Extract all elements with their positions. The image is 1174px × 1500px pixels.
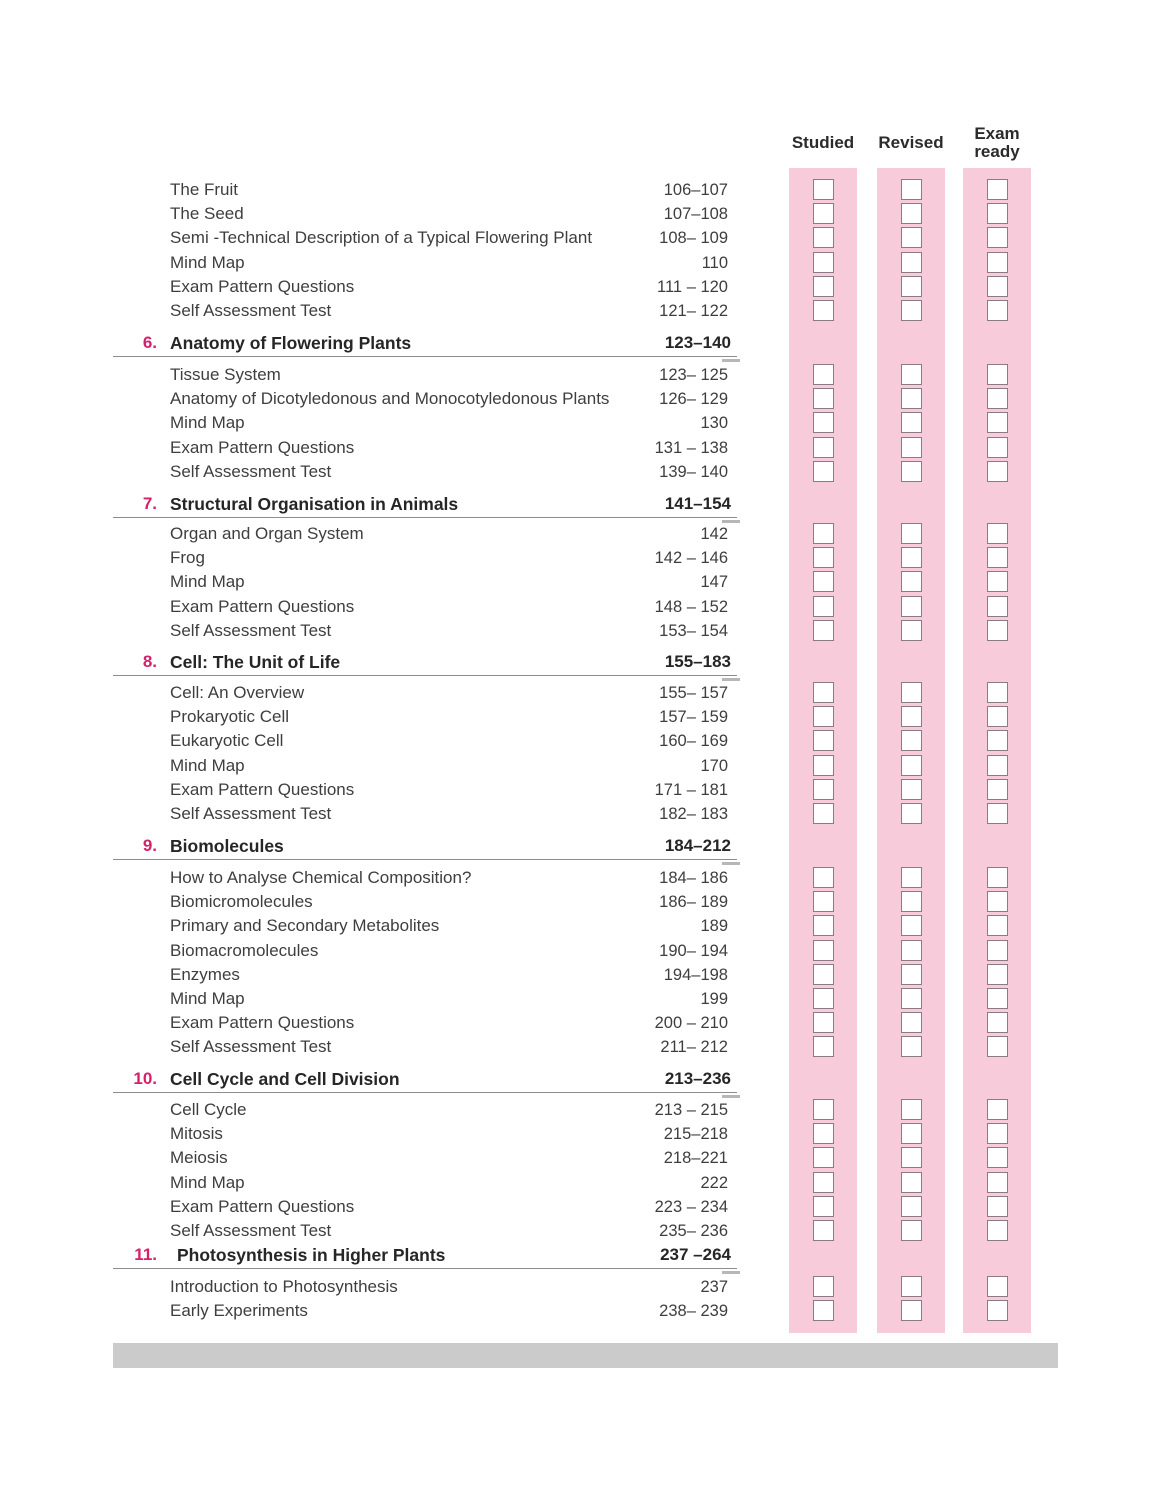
toc-item-pages: 142 [700,525,728,543]
exam-ready-checkbox[interactable] [987,1196,1008,1217]
studied-checkbox[interactable] [813,964,834,985]
revised-checkbox[interactable] [901,620,922,641]
chapter-pages: 213–236 [664,1069,731,1088]
chapter-number: 9. [142,836,157,855]
chapter-number: 10. [133,1069,157,1088]
toc-item-label: Mind Map [170,252,245,272]
studied-checkbox[interactable] [813,1196,834,1217]
exam-ready-checkbox[interactable] [987,1099,1008,1120]
toc-item-label: Biomacromolecules [170,940,319,960]
toc-item-label: Self Assessment Test [170,301,332,320]
toc-item-pages: 142 – 146 [654,549,728,568]
exam-ready-checkbox[interactable] [987,620,1008,641]
toc-item-label: Introduction to Photosynthesis [170,1277,398,1296]
revised-checkbox[interactable] [901,300,922,321]
studied-checkbox[interactable] [813,779,834,800]
revised-checkbox[interactable] [901,252,922,273]
chapter-title: Cell Cycle and Cell Division [170,1069,400,1089]
toc-item-pages: 170 [700,756,728,775]
exam-ready-checkbox[interactable] [987,523,1008,544]
chapter-rule [113,675,737,676]
chapter-pages: 184–212 [664,836,731,855]
studied-checkbox[interactable] [813,547,834,568]
exam-ready-checkbox[interactable] [987,596,1008,617]
revised-checkbox[interactable] [901,867,922,888]
exam-ready-checkbox[interactable] [987,364,1008,385]
toc-item-label: Exam Pattern Questions [170,437,355,457]
toc-item-label: Self Assessment Test [170,1037,332,1057]
exam-ready-checkbox[interactable] [987,227,1008,248]
exam-ready-checkbox[interactable] [987,547,1008,568]
revised-checkbox[interactable] [901,1147,922,1168]
revised-checkbox[interactable] [901,779,922,800]
revised-checkbox[interactable] [901,227,922,248]
studied-checkbox[interactable] [813,1012,834,1033]
revised-checkbox[interactable] [901,276,922,297]
toc-item-pages: 131 – 138 [654,438,728,457]
toc-item-pages: 157– 159 [659,708,728,727]
studied-checkbox[interactable] [813,1276,834,1297]
revised-checkbox[interactable] [901,203,922,224]
revised-checkbox[interactable] [901,437,922,458]
toc-item-label: Frog [170,548,205,568]
toc-item-pages: 200 – 210 [654,1014,728,1033]
revised-checkbox[interactable] [901,596,922,617]
studied-checkbox[interactable] [813,523,834,544]
chapter-rule-tick [722,1271,740,1274]
studied-checkbox[interactable] [813,755,834,776]
toc-item-pages: 111 – 120 [657,277,728,296]
toc-item-label: The Fruit [170,180,239,199]
chapter-rule [113,1268,737,1269]
toc-item-pages: 153– 154 [659,621,728,640]
chapter-pages: 237 –264 [660,1245,731,1264]
revised-checkbox[interactable] [901,523,922,544]
toc-item-label: Mind Map [170,989,245,1008]
studied-checkbox[interactable] [813,915,834,936]
toc-item-pages: 238– 239 [659,1302,728,1321]
toc-item-label: Mind Map [170,755,245,775]
revised-checkbox[interactable] [901,682,922,703]
toc-item-label: The Seed [170,204,244,224]
toc-item-pages: 222 [700,1173,728,1192]
chapter-pages: 141–154 [664,494,731,513]
exam-ready-checkbox[interactable] [987,891,1008,912]
revised-checkbox[interactable] [901,915,922,936]
exam-ready-checkbox[interactable] [987,1172,1008,1193]
studied-checkbox[interactable] [813,1300,834,1321]
revised-checkbox[interactable] [901,547,922,568]
toc-item-pages: 189 [700,917,728,936]
revised-checkbox[interactable] [901,179,922,200]
chapter-rule [113,517,737,518]
studied-checkbox[interactable] [813,571,834,592]
studied-checkbox[interactable] [813,461,834,482]
column-header-studied: Studied [791,133,855,152]
toc-item-label: Early Experiments [170,1301,308,1321]
revised-checkbox[interactable] [901,1012,922,1033]
toc-item-pages: 160– 169 [659,732,728,751]
toc-item-label: Self Assessment Test [170,620,332,640]
chapter-number: 8. [142,652,157,671]
toc-item-label: Exam Pattern Questions [170,1196,355,1216]
toc-item-pages: 148 – 152 [654,597,728,616]
exam-ready-checkbox[interactable] [987,300,1008,321]
chapter-title: Photosynthesis in Higher Plants [177,1245,446,1265]
exam-ready-checkbox[interactable] [987,1147,1008,1168]
toc-item-pages: 190– 194 [659,941,728,960]
revised-checkbox[interactable] [901,1220,922,1241]
exam-ready-checkbox[interactable] [987,1123,1008,1144]
studied-checkbox[interactable] [813,1220,834,1241]
studied-checkbox[interactable] [813,596,834,617]
exam-ready-checkbox[interactable] [987,388,1008,409]
revised-checkbox[interactable] [901,1300,922,1321]
exam-ready-checkbox[interactable] [987,940,1008,961]
toc-item-label: Mitosis [170,1124,223,1144]
studied-checkbox[interactable] [813,803,834,824]
chapter-rule [113,1092,737,1093]
exam-ready-checkbox[interactable] [987,1300,1008,1321]
toc-item-label: Exam Pattern Questions [170,779,355,799]
toc-item-pages: 218–221 [663,1149,728,1168]
toc-item-label: Exam Pattern Questions [170,276,355,296]
revised-checkbox[interactable] [901,706,922,727]
toc-item-pages: 139– 140 [659,462,728,481]
toc-item-label: Prokaryotic Cell [170,707,290,727]
studied-checkbox[interactable] [813,252,834,273]
revised-checkbox[interactable] [901,461,922,482]
toc-item-pages: 147 [700,573,728,592]
toc-item-pages: 108– 109 [659,229,728,248]
exam-ready-checkbox[interactable] [987,252,1008,273]
chapter-title: Anatomy of Flowering Plants [170,333,412,353]
toc-item-label: Semi -Technical Description of a Typical Flowering Plant [170,228,593,248]
exam-ready-checkbox[interactable] [987,1276,1008,1297]
toc-item-label: Meiosis [170,1148,228,1168]
studied-checkbox[interactable] [813,1172,834,1193]
studied-checkbox[interactable] [813,437,834,458]
studied-checkbox[interactable] [813,203,834,224]
revised-checkbox[interactable] [901,964,922,985]
revised-checkbox[interactable] [901,730,922,751]
toc-item-pages: 130 [700,414,728,433]
studied-checkbox[interactable] [813,867,834,888]
studied-checkbox[interactable] [813,1147,834,1168]
revised-checkbox[interactable] [901,988,922,1009]
revised-checkbox[interactable] [901,364,922,385]
toc-item-label: Cell: An Overview [170,683,305,702]
exam-ready-checkbox[interactable] [987,203,1008,224]
chapter-title: Structural Organisation in Animals [170,494,459,514]
toc-item-label: Anatomy of Dicotyledonous and Monocotyledonous Plants [170,389,610,409]
revised-checkbox[interactable] [901,412,922,433]
toc-item-pages: 194–198 [663,965,728,984]
toc-item-pages: 126– 129 [659,390,728,409]
chapter-pages: 123–140 [664,333,731,352]
studied-checkbox[interactable] [813,1123,834,1144]
toc-item-pages: 106–107 [663,181,728,199]
studied-checkbox[interactable] [813,276,834,297]
footer-bar [113,1343,1058,1368]
toc-item-pages: 186– 189 [659,893,728,912]
exam-ready-checkbox[interactable] [987,179,1008,200]
toc-item-pages: 110 [701,253,728,272]
exam-ready-checkbox[interactable] [987,730,1008,751]
toc-item-pages: 215–218 [663,1125,728,1144]
studied-checkbox[interactable] [813,988,834,1009]
chapter-pages: 155–183 [664,652,731,671]
revised-checkbox[interactable] [901,1196,922,1217]
toc-item-pages: 121– 122 [659,302,728,320]
exam-ready-checkbox[interactable] [987,803,1008,824]
exam-ready-checkbox[interactable] [987,779,1008,800]
chapter-number: 6. [142,333,157,352]
toc-item-label: Self Assessment Test [170,461,332,481]
column-header-revised: Revised [878,133,944,152]
exam-ready-checkbox[interactable] [987,755,1008,776]
studied-checkbox[interactable] [813,940,834,961]
exam-ready-checkbox[interactable] [987,988,1008,1009]
toc-item-pages: 171 – 181 [654,780,728,799]
studied-checkbox[interactable] [813,364,834,385]
toc-item-label: Self Assessment Test [170,1221,332,1240]
toc-item-label: Mind Map [170,1172,245,1192]
studied-checkbox[interactable] [813,620,834,641]
toc-item-pages: 199 [700,990,728,1008]
exam-ready-checkbox[interactable] [987,682,1008,703]
studied-checkbox[interactable] [813,227,834,248]
studied-checkbox[interactable] [813,730,834,751]
toc-item-label: Self Assessment Test [170,804,332,823]
exam-ready-checkbox[interactable] [987,461,1008,482]
toc-item-label: Primary and Secondary Metabolites [170,916,440,936]
toc-item-label: Enzymes [170,964,240,984]
chapter-title: Cell: The Unit of Life [170,652,341,672]
revised-checkbox[interactable] [901,388,922,409]
toc-item-pages: 155– 157 [659,684,728,702]
chapter-rule-tick [722,862,740,865]
toc-item-pages: 223 – 234 [654,1197,728,1216]
studied-checkbox[interactable] [813,412,834,433]
revised-checkbox[interactable] [901,1276,922,1297]
studied-checkbox[interactable] [813,706,834,727]
column-header-exam-ready: Exam ready [974,124,1020,161]
chapter-title: Biomolecules [170,836,284,856]
studied-checkbox[interactable] [813,388,834,409]
exam-ready-checkbox[interactable] [987,1036,1008,1057]
revised-checkbox[interactable] [901,1172,922,1193]
toc-item-label: How to Analyse Chemical Composition? [170,868,472,887]
studied-checkbox[interactable] [813,179,834,200]
revised-checkbox[interactable] [901,1036,922,1057]
toc-item-pages: 123– 125 [659,366,728,384]
exam-ready-checkbox[interactable] [987,1220,1008,1241]
studied-checkbox[interactable] [813,1099,834,1120]
revised-checkbox[interactable] [901,755,922,776]
toc-item-pages: 211– 212 [660,1038,728,1057]
chapter-rule [113,859,737,860]
toc-item-pages: 107–108 [663,205,728,224]
revised-checkbox[interactable] [901,1099,922,1120]
exam-ready-checkbox[interactable] [987,915,1008,936]
chapter-number: 7. [142,494,157,513]
exam-ready-checkbox[interactable] [987,1012,1008,1033]
toc-item-label: Mind Map [170,572,245,592]
toc-item-label: Organ and Organ System [170,524,364,543]
exam-ready-checkbox[interactable] [987,571,1008,592]
exam-ready-checkbox[interactable] [987,412,1008,433]
studied-checkbox[interactable] [813,1036,834,1057]
revised-checkbox[interactable] [901,1123,922,1144]
studied-checkbox[interactable] [813,300,834,321]
toc-item-pages: 237 [700,1278,728,1296]
exam-ready-checkbox[interactable] [987,437,1008,458]
exam-ready-checkbox[interactable] [987,276,1008,297]
toc-item-label: Exam Pattern Questions [170,1013,355,1033]
exam-ready-checkbox[interactable] [987,706,1008,727]
toc-item-pages: 182– 183 [659,805,728,823]
toc-item-pages: 213 – 215 [654,1101,728,1119]
chapter-rule [113,356,737,357]
toc-item-label: Mind Map [170,413,245,433]
revised-checkbox[interactable] [901,940,922,961]
exam-ready-checkbox[interactable] [987,964,1008,985]
revised-checkbox[interactable] [901,803,922,824]
revised-checkbox[interactable] [901,891,922,912]
exam-ready-checkbox[interactable] [987,867,1008,888]
toc-item-label: Cell Cycle [170,1100,247,1119]
toc-item-label: Biomicromolecules [170,892,313,912]
revised-checkbox[interactable] [901,571,922,592]
toc-item-pages: 235– 236 [659,1222,728,1240]
toc-item-label: Eukaryotic Cell [170,731,284,751]
studied-checkbox[interactable] [813,891,834,912]
chapter-rule-tick [722,359,740,362]
toc-item-label: Exam Pattern Questions [170,596,355,616]
toc-item-pages: 184– 186 [659,869,728,887]
studied-checkbox[interactable] [813,682,834,703]
chapter-number: 11. [134,1245,157,1264]
toc-item-label: Tissue System [170,365,281,384]
